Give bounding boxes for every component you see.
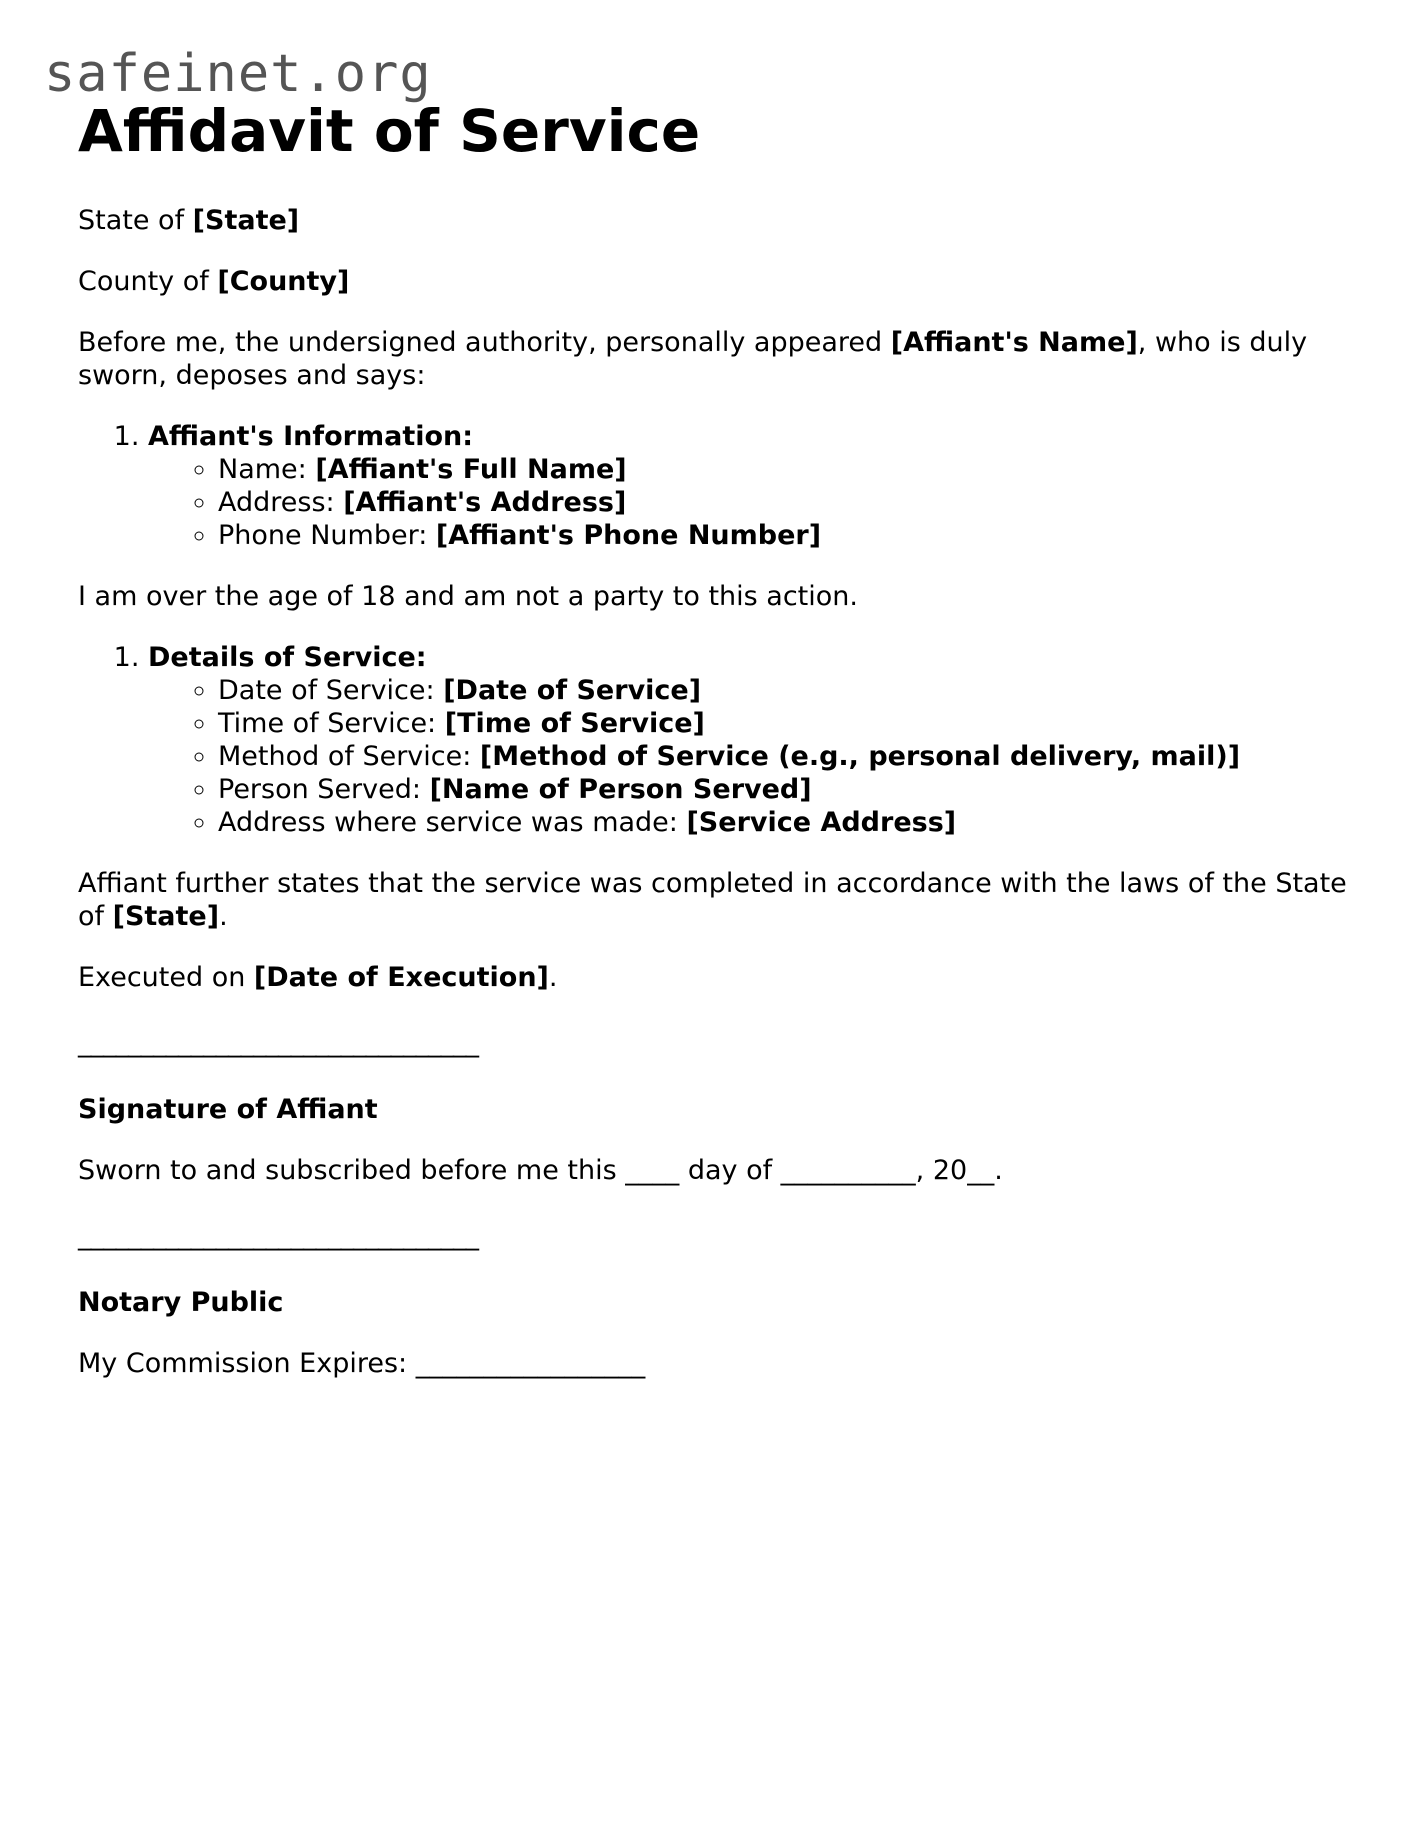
document-title: Affidavit of Service	[78, 97, 701, 165]
executed-line: Executed on [Date of Execution].	[78, 962, 558, 993]
list-item: ◦ Address: [Affiant's Address]	[218, 486, 1358, 519]
signature-label: Signature of Affiant	[78, 1094, 378, 1125]
county-placeholder: [County]	[217, 266, 350, 297]
watermark: safeinet.org	[44, 44, 432, 104]
list-item: ◦ Method of Service: [Method of Service (e.g., personal delivery, mail)]	[218, 740, 1358, 773]
notary-label: Notary Public	[78, 1287, 284, 1318]
service-details-item	[148, 641, 1358, 839]
service-details-heading: Details of Service:	[148, 642, 427, 673]
affiant-info-heading: Affiant's Information:	[148, 421, 474, 452]
state-placeholder: [State]	[112, 901, 220, 932]
affiant-info-item	[148, 420, 1358, 552]
age-statement: I am over the age of 18 and am not a party to this action.	[78, 581, 858, 612]
commission-expires: My Commission Expires: _________________	[78, 1348, 646, 1379]
list-item: ◦ Person Served: [Name of Person Served]	[218, 773, 1358, 806]
execution-date-placeholder: [Date of Execution]	[253, 962, 549, 993]
list-item: ◦ Name: [Affiant's Full Name]	[218, 453, 1358, 486]
list-item: ◦ Time of Service: [Time of Service]	[218, 707, 1358, 740]
list-item: ◦ Date of Service: [Date of Service]	[218, 674, 1358, 707]
service-details-section	[78, 641, 1358, 839]
sworn-statement: Sworn to and subscribed before me this ____ day of __________, 20__.	[78, 1155, 1003, 1186]
list-item: ◦ Phone Number: [Affiant's Phone Number]	[218, 519, 1358, 552]
county-line: County of [County]	[78, 266, 350, 297]
state-line: State of [State]	[78, 205, 300, 236]
affiant-name-placeholder: [Affiant's Name]	[890, 327, 1138, 358]
state-placeholder: [State]	[192, 205, 300, 236]
service-details-list	[148, 674, 1358, 839]
signature-line: ________________________________	[78, 1027, 478, 1058]
document-page	[78, 96, 1358, 1408]
notary-signature-line: ________________________________	[78, 1220, 478, 1251]
affiant-info-list	[148, 453, 1358, 552]
affiant-info-section	[78, 420, 1358, 552]
further-statement: Affiant further states that the service was completed in accordance with the laws of the State of [State].	[78, 868, 1347, 932]
list-item: ◦ Address where service was made: [Service Address]	[218, 806, 1358, 839]
intro-paragraph: Before me, the undersigned authority, personally appeared [Affiant's Name], who is duly sworn, deposes and says:	[78, 327, 1308, 391]
